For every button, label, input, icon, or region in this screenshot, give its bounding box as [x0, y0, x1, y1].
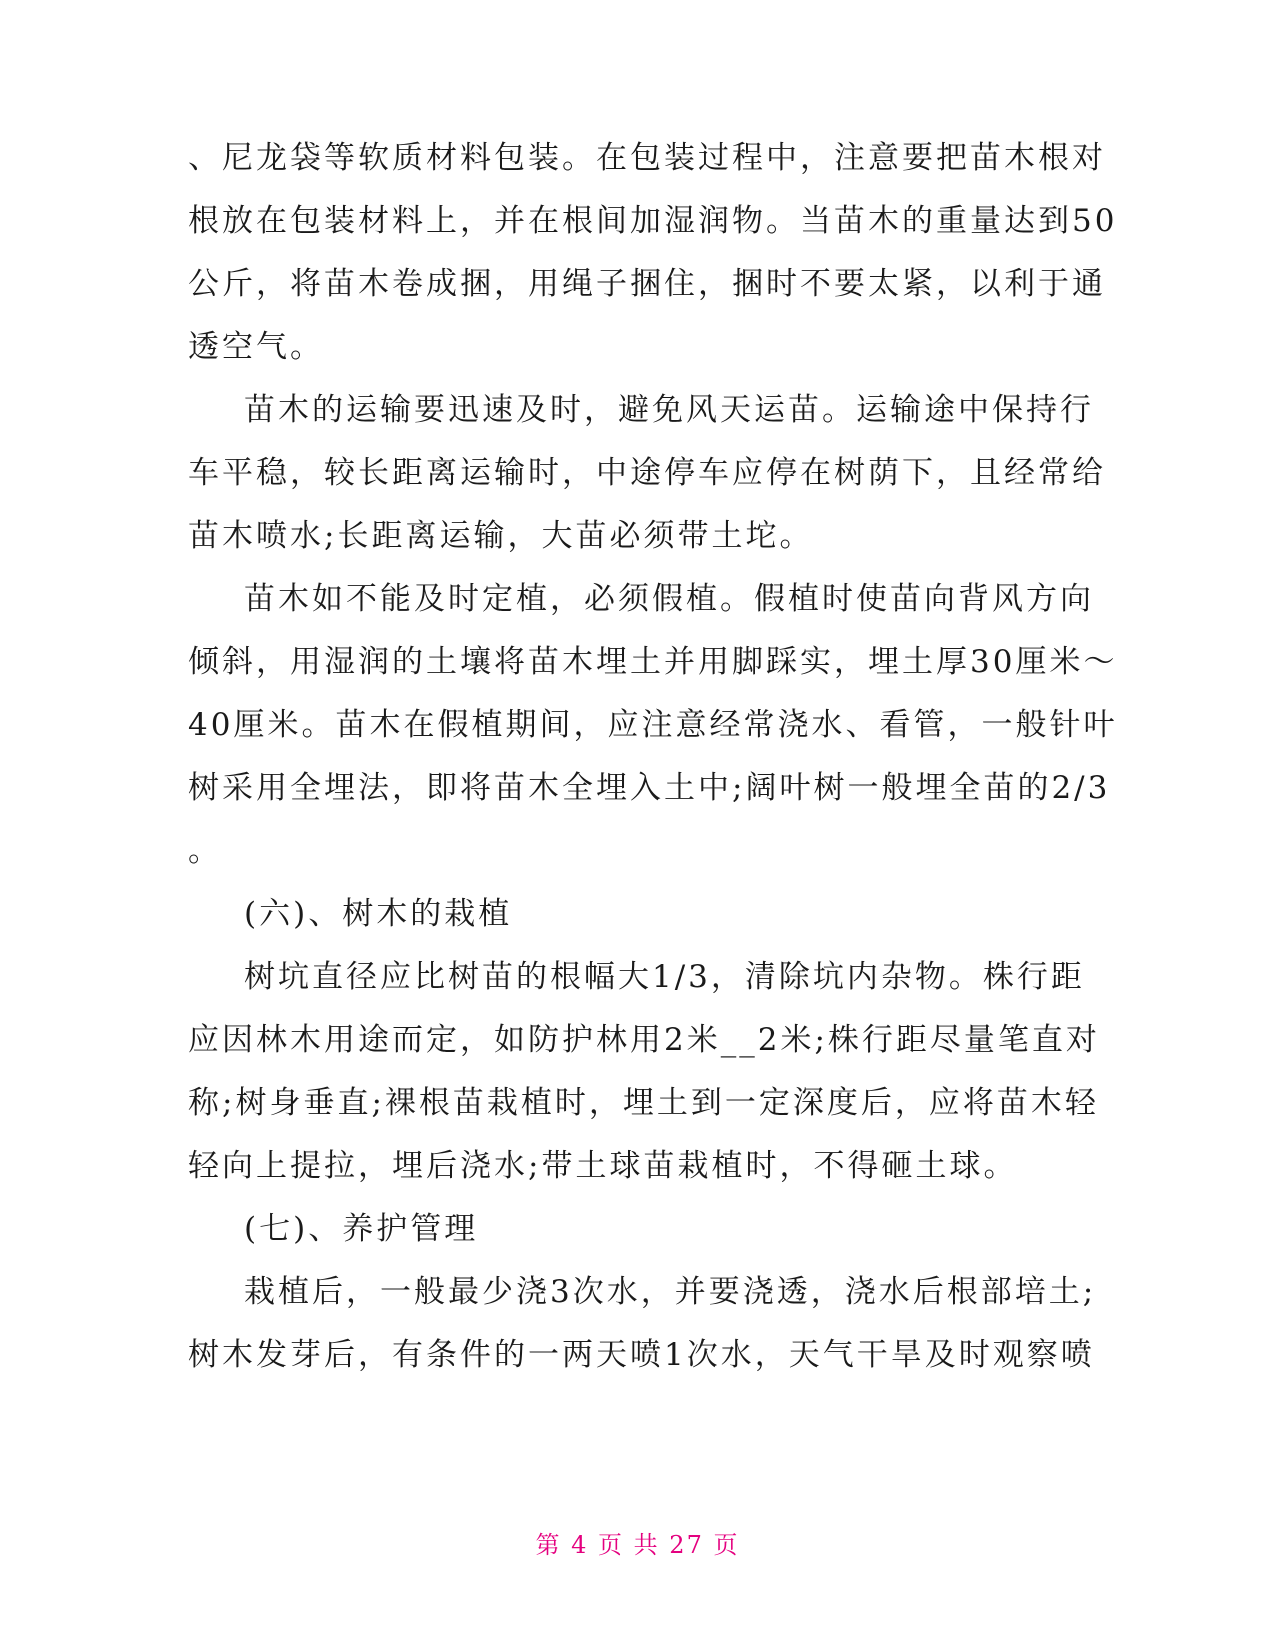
section-heading: (七)、养护管理 [244, 1211, 479, 1247]
text-line: 车平稳，较长距离运输时，中途停车应停在树荫下，且经常给 [188, 455, 1106, 491]
text-line: 、尼龙袋等软质材料包装。在包装过程中，注意要把苗木根对 [188, 140, 1106, 176]
text-line: 40厘米。苗木在假植期间，应注意经常浇水、看管，一般针叶 [188, 707, 1118, 743]
section-heading: (六)、树木的栽植 [244, 896, 513, 932]
text-line: 公斤，将苗木卷成捆，用绳子捆住，捆时不要太紧，以利于通 [188, 266, 1106, 302]
paragraph-first-line: 栽植后，一般最少浇3次水，并要浇透，浇水后根部培土; [244, 1274, 1097, 1310]
text-line: 倾斜，用湿润的土壤将苗木埋土并用脚踩实，埋土厚30厘米～ [188, 644, 1118, 680]
text-line: 透空气。 [188, 329, 324, 365]
page-number-footer: 第 4 页 共 27 页 [535, 1531, 740, 1559]
text-line: 轻向上提拉，埋后浇水;带土球苗栽植时，不得砸土球。 [188, 1148, 1018, 1184]
text-line: 根放在包装材料上，并在根间加湿润物。当苗木的重量达到50 [188, 203, 1118, 239]
text-line: 称;树身垂直;裸根苗栽植时，埋土到一定深度后，应将苗木轻 [188, 1085, 1099, 1121]
paragraph-first-line: 苗木如不能及时定植，必须假植。假植时使苗向背风方向 [244, 581, 1094, 617]
text-line: 。 [188, 833, 222, 869]
text-line: 树采用全埋法，即将苗木全埋入土中;阔叶树一般埋全苗的2/3 [188, 770, 1111, 806]
paragraph-first-line: 树坑直径应比树苗的根幅大1/3，清除坑内杂物。株行距 [244, 959, 1085, 995]
text-line: 应因林木用途而定，如防护林用2米__2米;株行距尽量笔直对 [188, 1022, 1100, 1058]
text-line: 苗木喷水;长距离运输，大苗必须带土坨。 [188, 518, 814, 554]
text-line: 树木发芽后，有条件的一两天喷1次水，天气干旱及时观察喷 [188, 1337, 1095, 1373]
paragraph-first-line: 苗木的运输要迅速及时，避免风天运苗。运输途中保持行 [244, 392, 1094, 428]
